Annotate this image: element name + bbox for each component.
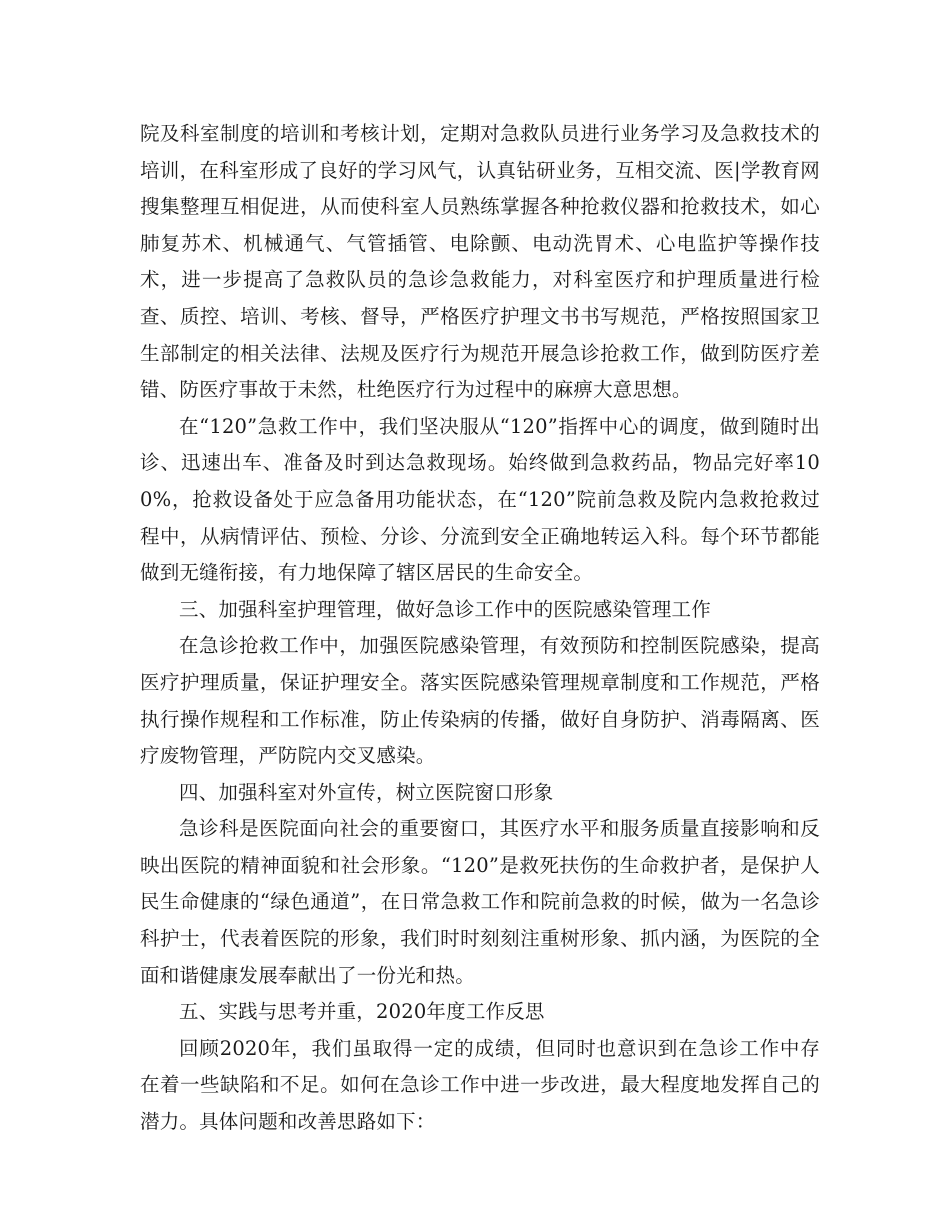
document-body bbox=[140, 116, 820, 1141]
section-heading-4: 四、加强科室对外宣传，树立医院窗口形象 bbox=[179, 780, 554, 804]
paragraph-infection-control: 在急诊抢救工作中，加强医院感染管理，有效预防和控制医院感染，提高医疗护理质量，保证护理安全。落实医院感染管理规章制度和工作规范，严格执行操作规程和工作标准，防止传染病的传播，做好自身防护、消毒隔离、医疗废物管理，严防院内交叉感染。 bbox=[140, 634, 820, 768]
paragraph-reflection: 回顾2020年，我们虽取得一定的成绩，但同时也意识到在急诊工作中存在着一些缺陷和不足。如何在急诊工作中进一步改进，最大程度地发挥自己的潜力。具体问题和改善思路如下： bbox=[140, 1036, 820, 1134]
paragraph-continued: 院及科室制度的培训和考核计划，定期对急救队员进行业务学习及急救技术的培训，在科室形成了良好的学习风气，认真钻研业务，互相交流、医|学教育网搜集整理互相促进，从而使科室人员熟练掌握各种抢救仪器和抢救技术，如心肺复苏术、机械通气、气管插管、电除颤、电动洗胃术、心电监护等操作技术，进一步提高了急救队员的急诊急救能力，对科室医疗和护理质量进行检查、质控、培训、考核、督导，严格医疗护理文书书写规范，严格按照国家卫生部制定的相关法律、法规及医疗行为规范开展急诊抢救工作，做到防医疗差错、防医疗事故于未然，杜绝医疗行为过程中的麻痹大意思想。 bbox=[140, 122, 820, 402]
section-heading-3: 三、加强科室护理管理，做好急诊工作中的医院感染管理工作 bbox=[179, 597, 711, 621]
paragraph-120-emergency: 在“120”急救工作中，我们坚决服从“120”指挥中心的调度，做到随时出诊、迅速出车、准备及时到达急救现场。始终做到急救药品，物品完好率100%，抢救设备处于应急备用功能状态，在“120”院前急救及院内急救抢救过程中，从病情评估、预检、分诊、分流到安全正确地转运入科。每个环节都能做到无缝衔接，有力地保障了辖区居民的生命安全。 bbox=[140, 414, 820, 585]
section-heading-5: 五、实践与思考并重，2020年度工作反思 bbox=[179, 1000, 545, 1024]
paragraph-publicity: 急诊科是医院面向社会的重要窗口，其医疗水平和服务质量直接影响和反映出医院的精神面貌和社会形象。“120”是救死扶伤的生命救护者，是保护人民生命健康的“绿色通道”，在日常急救工作和院前急救的时候，做为一名急诊科护士，代表着医院的形象，我们时时刻刻注重树形象、抓内涵，为医院的全面和谐健康发展奉献出了一份光和热。 bbox=[140, 817, 820, 987]
